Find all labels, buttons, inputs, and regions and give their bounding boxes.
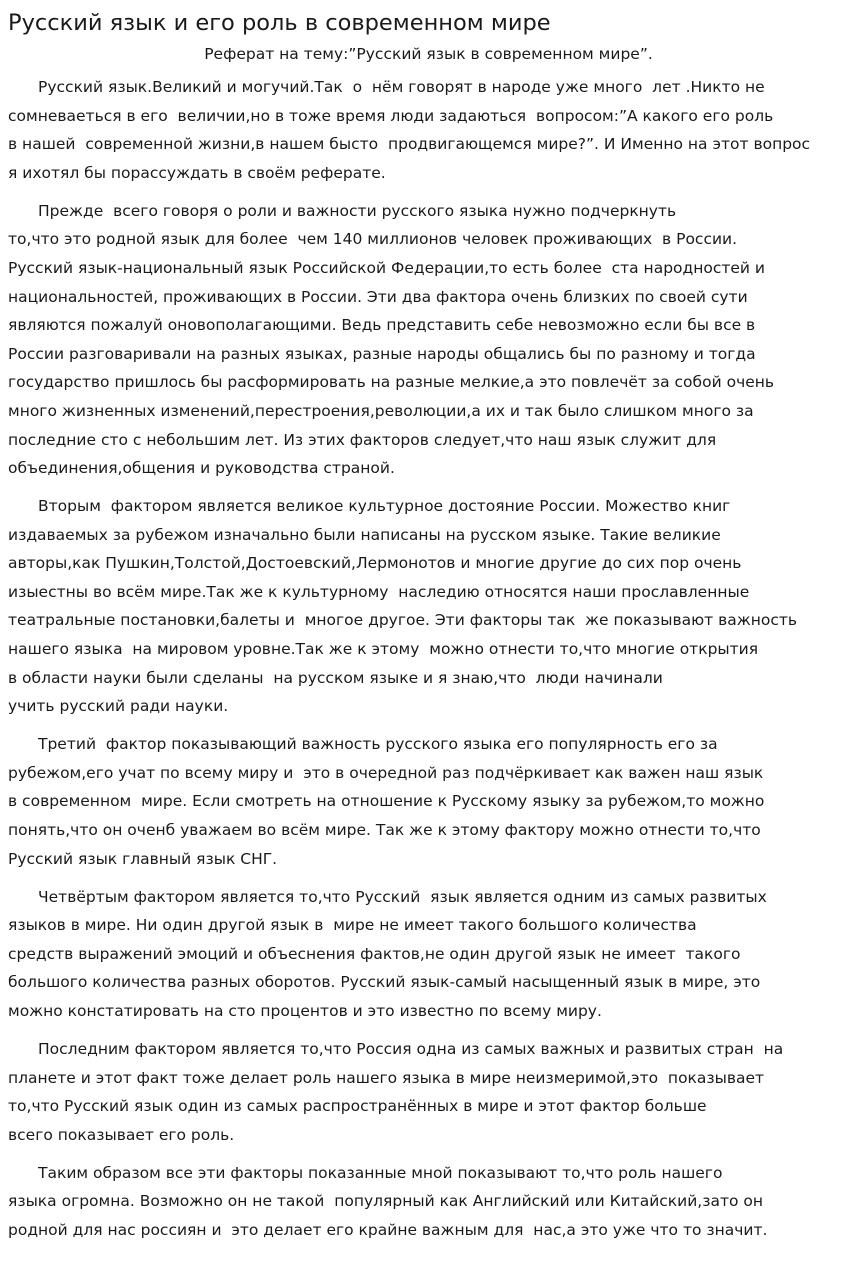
paragraph-line: рубежом,его учат по всему миру и это в очередной раз подчёркивает как важен наш язык [8,763,764,782]
paragraph-line: Вторым фактором является великое культурное достояние России. Можество книг [38,497,731,516]
paragraph-line: Русский язык.Великий и могучий.Так о нём говорят в народе уже много лет .Никто не [38,78,765,96]
paragraph-line: Таким образом все эти факторы показанные мной показывают то,что роль нашего [38,1163,723,1182]
paragraph-line: планете и этот факт тоже делает роль нашего языка в мире неизмеримой,это показывает [8,1068,765,1087]
body-paragraph [8,197,839,483]
paragraph-line: то,что Русский язык один из самых распространённых в мире и этот фактор больше [8,1097,707,1116]
body-paragraph [8,1035,839,1149]
paragraph-line: в области науки были сделаны на русском языке и я знаю,что люди начинали [8,668,663,687]
body-paragraph [8,73,839,187]
paragraph-line: издаваемых за рубежом изначально были написаны на русском языке. Такие великие [8,525,721,544]
paragraph-line: понять,что он оченб уважаем во всём мире. Так же к этому фактору можно отнести то,что [8,821,761,840]
paragraph-line: являются пожалуй оновополагающими. Ведь представить себе невозможно если бы все в [8,316,756,335]
paragraph-line: средств выражений эмоций и объеснения фактов,не один другой язык не имеет такого [8,944,741,963]
paragraph-line: в нашей современной жизни,в нашем бысто продвигающемся мире?”. И Именно на этот вопрос [8,135,811,154]
paragraph-line: нашего языка на мировом уровне.Так же к этому можно отнести то,что многие открытия [8,640,759,659]
paragraph-line: я ихотял бы порассуждать в своём реферате. [8,163,386,182]
paragraph-line: Последним фактором является то,что Россия одна из самых важных и развитых стран на [38,1039,784,1058]
paragraph-line: объединения,общения и руководства страной. [8,459,395,478]
document-subtitle: Реферат на тему:”Русский язык в современном мире”. [204,45,653,63]
paragraph-line: государство пришлось бы расформировать на разные мелкие,а это повлечёт за собой очень [8,373,775,392]
paragraph-line: Русский язык-национальный язык Российской Федерации,то есть более ста народностей и [8,258,766,277]
paragraph-line: последние сто с небольшим лет. Из этих факторов следует,что наш язык служит для [8,430,717,449]
paragraph-line: учить русский ради науки. [8,697,229,716]
paragraph-line: то,что это родной язык для более чем 140 миллионов человек проживающих в России. [8,230,738,249]
paragraph-line: большого количества разных оборотов. Русский язык-самый насыщенный язык в мире, это [8,973,761,992]
body-paragraph [8,730,839,873]
paragraph-line: можно констатировать на сто процентов и это известно по всему миру. [8,1001,602,1020]
body-paragraph [8,492,839,721]
body-paragraph [8,1159,839,1245]
document-body [8,73,839,1245]
paragraph-line: России разговаривали на разных языках, разные народы общались бы по разному и тогда [8,344,756,363]
paragraph-line: Русский язык главный язык СНГ. [8,849,278,868]
paragraph-line: авторы,как Пушкин,Толстой,Достоевский,Лермонотов и многие другие до сих пор очень [8,554,742,573]
paragraph-line: Третий фактор показывающий важность русского языка его популярность его за [38,735,718,754]
document-title: Русский язык и его роль в современном мире [8,10,551,36]
paragraph-line: Прежде всего говоря о роли и важности русского языка нужно подчеркнуть [38,201,677,220]
paragraph-line: всего показывает его роль. [8,1125,235,1144]
paragraph-line: много жизненных изменений,перестроения,революции,а их и так было слишком много за [8,401,754,420]
paragraph-line: языка огромна. Возможно он не такой популярный как Английский или Китайский,зато он [8,1192,764,1211]
paragraph-line: родной для нас россиян и это делает его крайне важным для нас,а это уже что то значит. [8,1220,768,1239]
paragraph-line: театральные постановки,балеты и многое другое. Эти факторы так же показывают важность [8,611,798,630]
paragraph-line: национальностей, проживающих в России. Эти два фактора очень близких по своей сути [8,287,748,306]
paragraph-line: Четвёртым фактором является то,что Русский язык является одним из самых развитых [38,887,767,906]
paragraph-line: в современном мире. Если смотреть на отношение к Русскому языку за рубежом,то можно [8,792,765,811]
paragraph-line: изыестны во всём мире.Так же к культурному наследию относятся наши прославленные [8,582,750,601]
paragraph-line: сомневаеться в его величии,но в тоже время люди задаються вопросом:”А какого его роль [8,106,774,125]
paragraph-line: языков в мире. Ни один другой язык в мире не имеет такого большого количества [8,916,697,935]
body-paragraph [8,883,839,1026]
